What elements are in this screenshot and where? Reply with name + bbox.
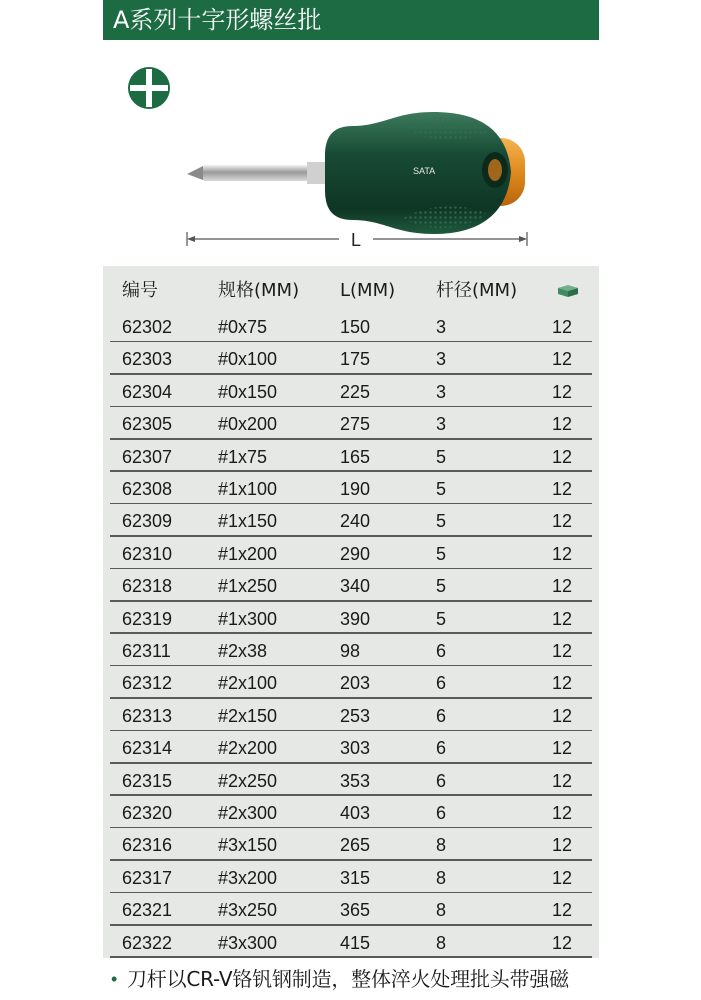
table-row: [103, 504, 599, 536]
header-code: 编号: [122, 280, 158, 301]
cell-length: 275: [340, 414, 371, 435]
cell-spec: #2x38: [218, 641, 268, 661]
cell-shaft-diameter: 6: [436, 705, 447, 726]
cell-code: 62303: [122, 349, 173, 370]
table-row: [103, 537, 599, 569]
cell-quantity: 12: [552, 673, 573, 694]
table-header: [103, 266, 599, 310]
cell-spec: #1x300: [218, 608, 278, 629]
length-dimension: [187, 230, 527, 250]
cell-shaft-diameter: 3: [436, 349, 447, 370]
cell-length: 240: [340, 511, 371, 532]
cell-code: 62304: [122, 381, 173, 402]
table-row: [103, 926, 599, 958]
cell-quantity: 12: [552, 770, 573, 791]
cell-length: 165: [340, 446, 371, 467]
cell-quantity: 12: [552, 511, 573, 532]
cell-quantity: 12: [552, 349, 573, 370]
cell-length: 265: [340, 835, 371, 856]
cell-spec: #3x200: [218, 867, 278, 888]
cell-shaft-diameter: 8: [436, 932, 447, 953]
cell-quantity: 12: [552, 705, 573, 726]
cell-quantity: 12: [552, 576, 573, 597]
table-row: [103, 861, 599, 893]
screwdriver-handle: [325, 112, 525, 234]
cell-code: 62312: [122, 673, 173, 694]
table-row: [103, 375, 599, 407]
cell-quantity: 12: [552, 738, 573, 759]
cell-spec: #0x150: [218, 381, 278, 402]
cell-spec: #1x150: [218, 511, 278, 532]
cell-quantity: 12: [552, 446, 573, 467]
table-row: [103, 731, 599, 763]
cell-quantity: 12: [552, 317, 573, 337]
cell-length: 190: [340, 479, 371, 499]
cell-code: 62307: [122, 446, 173, 467]
table-row: [103, 699, 599, 731]
cell-code: 62317: [122, 867, 173, 888]
table-row: [103, 472, 599, 504]
cell-shaft-diameter: 6: [436, 738, 447, 759]
cell-length: 175: [340, 349, 371, 370]
cell-shaft-diameter: 6: [436, 770, 447, 791]
screwdriver-image: [103, 40, 599, 266]
cell-code: 62318: [122, 576, 173, 597]
cell-code: 62302: [122, 317, 173, 337]
table-row: [103, 602, 599, 634]
cell-length: 290: [340, 543, 371, 564]
cell-length: 415: [340, 932, 371, 953]
table-row: [103, 666, 599, 698]
cell-quantity: 12: [552, 867, 573, 888]
cell-shaft-diameter: 6: [436, 803, 447, 823]
cell-spec: #3x250: [218, 900, 278, 921]
cell-quantity: 12: [552, 641, 573, 661]
cell-length: 303: [340, 738, 371, 759]
cell-length: 353: [340, 770, 371, 791]
cell-length: 150: [340, 317, 371, 337]
cell-shaft-diameter: 8: [436, 867, 447, 888]
cell-code: 62308: [122, 479, 173, 499]
cell-length: 315: [340, 867, 371, 888]
cell-code: 62321: [122, 900, 173, 921]
cell-length: 253: [340, 705, 371, 726]
cell-code: 62305: [122, 414, 173, 435]
page-title: A系列十字形螺丝批: [113, 6, 322, 34]
footer-note: [103, 958, 599, 1000]
table-row: [103, 893, 599, 925]
title-bar: [103, 0, 599, 40]
cell-quantity: 12: [552, 835, 573, 856]
cell-spec: #3x300: [218, 932, 278, 953]
cell-quantity: 12: [552, 608, 573, 629]
cell-spec: #0x200: [218, 414, 278, 435]
product-illustration: [103, 40, 599, 266]
cell-code: 62311: [122, 641, 171, 661]
cell-shaft-diameter: 5: [436, 479, 447, 499]
table-row: [103, 569, 599, 601]
table-row: [103, 440, 599, 472]
cell-shaft-diameter: 6: [436, 641, 447, 661]
table-row: [103, 796, 599, 828]
header-spec: 规格(MM): [218, 280, 300, 301]
cell-code: 62313: [122, 705, 173, 726]
table-row: [103, 310, 599, 342]
cell-shaft-diameter: 3: [436, 381, 447, 402]
dimension-label: L: [350, 230, 362, 250]
cell-code: 62309: [122, 511, 173, 532]
cell-length: 340: [340, 576, 371, 597]
cell-length: 403: [340, 803, 371, 823]
cell-code: 62316: [122, 835, 173, 856]
header-length: L(MM): [340, 280, 396, 301]
cell-length: 225: [340, 381, 371, 402]
cell-length: 365: [340, 900, 371, 921]
cell-spec: #1x250: [218, 576, 278, 597]
phillips-cross-icon: [128, 67, 170, 109]
cell-code: 62322: [122, 932, 173, 953]
header-shaft-diameter: 杆径(MM): [436, 280, 518, 301]
table-row: [103, 342, 599, 374]
table-row: [103, 764, 599, 796]
cell-quantity: 12: [552, 543, 573, 564]
cell-spec: #2x200: [218, 738, 278, 759]
cell-spec: #2x250: [218, 770, 278, 791]
cell-spec: #1x75: [218, 446, 268, 467]
cell-spec: #2x300: [218, 803, 278, 823]
cell-spec: #2x100: [218, 673, 278, 694]
cell-shaft-diameter: 8: [436, 835, 447, 856]
cell-length: 203: [340, 673, 371, 694]
cell-shaft-diameter: 3: [436, 414, 447, 435]
cell-shaft-diameter: 5: [436, 511, 447, 532]
cell-length: 390: [340, 608, 371, 629]
cell-quantity: 12: [552, 479, 573, 499]
cell-shaft-diameter: 6: [436, 673, 447, 694]
cell-shaft-diameter: 8: [436, 900, 447, 921]
cell-quantity: 12: [552, 803, 573, 823]
cell-code: 62320: [122, 803, 173, 823]
cell-spec: #2x150: [218, 705, 278, 726]
cell-shaft-diameter: 3: [436, 317, 447, 337]
cell-shaft-diameter: 5: [436, 446, 447, 467]
cell-code: 62319: [122, 608, 173, 629]
bullet-mark: •: [111, 969, 118, 989]
cell-code: 62310: [122, 543, 173, 564]
table-row: [103, 634, 599, 666]
screwdriver-shaft: [187, 162, 329, 184]
table-row: [103, 407, 599, 439]
cell-spec: #0x75: [218, 317, 268, 337]
cell-code: 62315: [122, 770, 173, 791]
cell-length: 98: [340, 641, 361, 661]
cell-spec: #1x200: [218, 543, 278, 564]
cell-shaft-diameter: 5: [436, 576, 447, 597]
brand-mark: SATA: [413, 166, 436, 176]
box-quantity-icon: [557, 284, 579, 298]
cell-quantity: 12: [552, 900, 573, 921]
spec-table: [103, 266, 599, 958]
table-row: [103, 828, 599, 860]
cell-quantity: 12: [552, 381, 573, 402]
cell-code: 62314: [122, 738, 173, 759]
cell-shaft-diameter: 5: [436, 608, 447, 629]
cell-quantity: 12: [552, 414, 573, 435]
cell-spec: #1x100: [218, 479, 278, 499]
cell-spec: #0x100: [218, 349, 278, 370]
cell-spec: #3x150: [218, 835, 278, 856]
cell-quantity: 12: [552, 932, 573, 953]
cell-shaft-diameter: 5: [436, 543, 447, 564]
footer-text: 刀杆以CR-V铬钒钢制造，整体淬火处理批头带强磁: [127, 967, 569, 991]
